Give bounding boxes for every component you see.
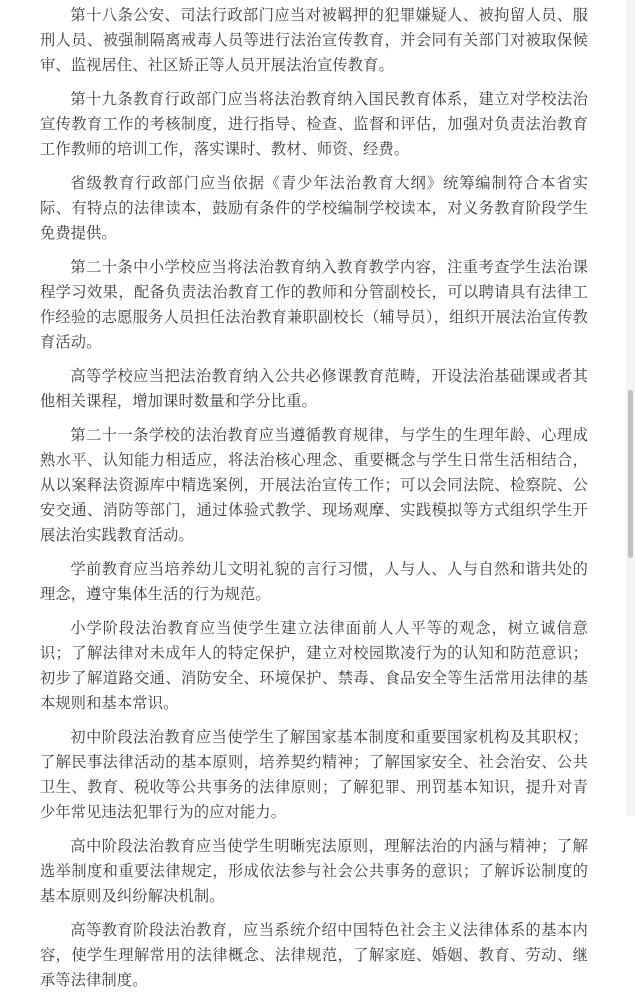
paragraph-article-18: 第十八条公安、司法行政部门应当对被羁押的犯罪嫌疑人、被拘留人员、服刑人员、被强制隔离戒毒人员等进行法治宣传教育，并会同有关部门对被取保候审、监视居住、社区矫正等人员开展法治宣传教育。 (40, 6, 588, 74)
paragraph-article-20: 第二十条中小学校应当将法治教育纳入教育教学内容，注重考查学生法治课程学习效果，配备负责法治教育工作的教师和分管副校长，可以聘请具有法律工作经验的志愿服务人员担任法治教育兼职副校长（辅导员），组织开展法治宣传教育活动。 (40, 258, 588, 351)
paragraph-article-21: 第二十一条学校的法治教育应当遵循教育规律，与学生的生理年龄、心理成熟水平、认知能力相适应，将法治核心理念、重要概念与学生日常生活相结合，从以案释法资源库中精选案例，开展法治宣传工作；可以会同法院、检察院、公安交通、消防等部门，通过体验式教学、现场观摩、实践模拟等方式组织学生开展法治实践教育活动。 (40, 426, 588, 544)
paragraph-junior-high: 初中阶段法治教育应当使学生了解国家基本制度和重要国家机构及其职权；了解民事法律活动的基本原则，培养契约精神；了解国家安全、社会治安、公共卫生、教育、税收等公共事务的法律原则；了解犯罪、刑罚基本知识，提升对青少年常见违法犯罪行为的应对能力。 (40, 728, 588, 821)
paragraph-senior-high: 高中阶段法治教育应当使学生明晰宪法原则，理解法治的内涵与精神；了解选举制度和重要法律规定，形成依法参与社会公共事务的意识；了解诉讼制度的基本原则及纠纷解决机制。 (40, 837, 588, 905)
scrollbar-thumb[interactable] (628, 390, 633, 558)
vertical-scrollbar[interactable] (626, 0, 635, 816)
paragraph-higher-education-stage: 高等教育阶段法治教育，应当系统介绍中国特色社会主义法律体系的基本内容，使学生理解常用的法律概念、法律规范，了解家庭、婚姻、教育、劳动、继承等法律制度。 (40, 921, 588, 989)
paragraph-higher-education-courses: 高等学校应当把法治教育纳入公共必修课教育范畴，开设法治基础课或者其他相关课程，增加课时数量和学分比重。 (40, 367, 588, 410)
paragraph-preschool: 学前教育应当培养幼儿文明礼貌的言行习惯，人与人、人与自然和谐共处的理念，遵守集体生活的行为规范。 (40, 560, 588, 603)
paragraph-provincial-readers: 省级教育行政部门应当依据《青少年法治教育大纲》统筹编制符合本省实际、有特点的法律读本，鼓励有条件的学校编制学校读本，对义务教育阶段学生免费提供。 (40, 174, 588, 242)
document-body (40, 0, 588, 1002)
paragraph-primary-school: 小学阶段法治教育应当使学生建立法律面前人人平等的观念，树立诚信意识；了解法律对未成年人的特定保护，建立对校园欺凌行为的认知和防范意识；初步了解道路交通、消防安全、环境保护、禁毒、食品安全等生活常用法律的基本规则和基本常识。 (40, 619, 588, 712)
paragraph-article-19: 第十九条教育行政部门应当将法治教育纳入国民教育体系，建立对学校法治宣传教育工作的考核制度，进行指导、检查、监督和评估，加强对负责法治教育工作教师的培训工作，落实课时、教材、师资、经费。 (40, 90, 588, 158)
